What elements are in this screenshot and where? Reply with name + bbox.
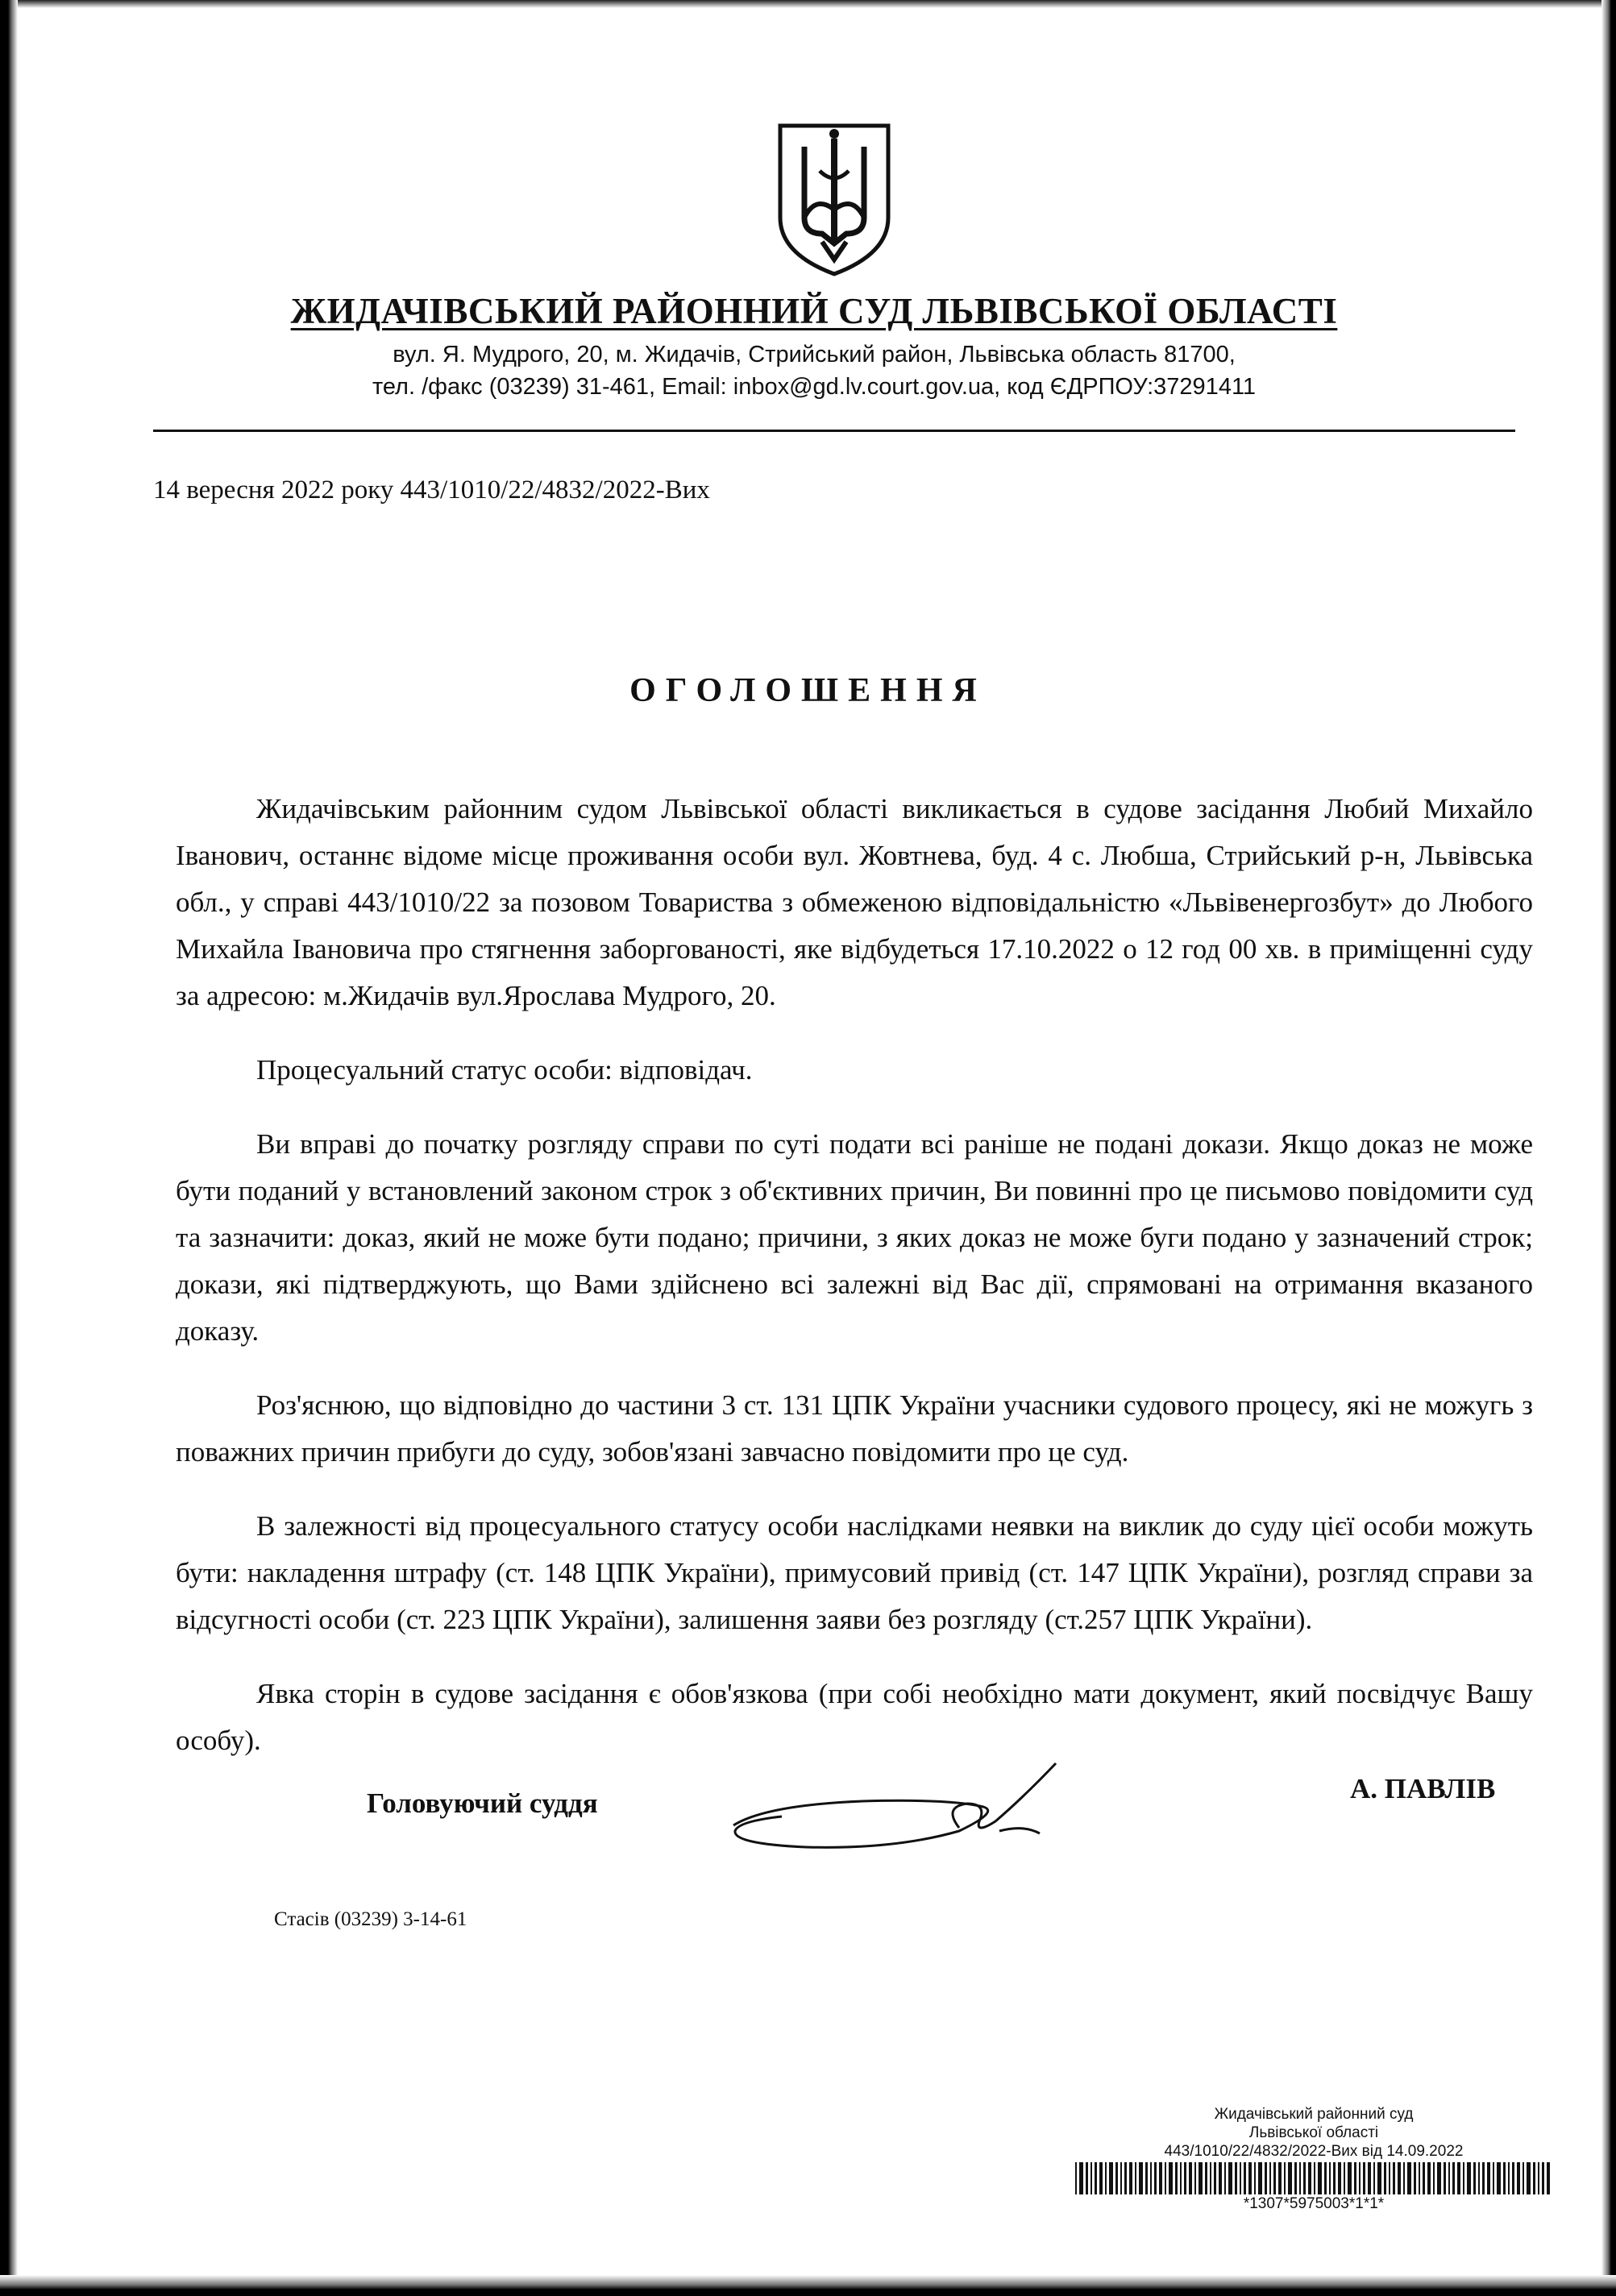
- paragraph-summons: Жидачівським районним судом Львівської області викликається в судове засідання Любий Михайло Іванович, останнє відоме місце проживання особи вул. Жовтнева, буд. 4 с. Любша, Стрийський р-н, Львівська обл., у справі 443/1010/22 за позовом Товариства з обмеженою відповідальністю «Львівенергозбут» до Любого Михайла Івановича про стягнення заборгованості, яке відбудеться 17.10.2022 о 12 год 00 хв. в приміщенні суду за адресою: м.Жидачів вул.Ярослава Мудрого, 20.: [176, 793, 1533, 1011]
- court-address: вул. Я. Мудрого, 20, м. Жидачів, Стрийський район, Львівська область 81700,: [393, 342, 1236, 367]
- barcode-text: *1307*5975003*1*1*: [1243, 2195, 1385, 2212]
- paragraph-status: Процесуальний статус особи: відповідач.: [256, 1054, 753, 1086]
- scan-edge-bottom: [0, 2275, 1616, 2296]
- performer-contact: Стасів (03239) 3-14-61: [274, 1908, 467, 1930]
- header-divider: [153, 430, 1515, 432]
- court-contacts: тел. /факс (03239) 31-461, Email: inbox@gd.lv.court.gov.ua, код ЄДРПОУ:37291411: [372, 374, 1257, 400]
- stamp-reference: 443/1010/22/4832/2022-Вих від 14.09.2022: [1164, 2143, 1464, 2160]
- signature-label: Головуючий суддя: [367, 1787, 598, 1819]
- registration-stamp: [1072, 2105, 1556, 2213]
- scan-edge-right: [1601, 0, 1616, 2296]
- paragraph-notice: Роз'яснюю, що відповідно до частини 3 ст. 131 ЦПК України учасники судового процесу, які не можугь з поважних причин прибуги до суду, зобов'язані завчасно повідомити про це суд.: [176, 1389, 1533, 1468]
- barcode: [1072, 2162, 1556, 2194]
- stamp-region: Львівської області: [1248, 2124, 1379, 2141]
- stamp-court: Жидачівський районний суд: [1214, 2106, 1414, 2123]
- coat-of-arms-icon: [774, 121, 895, 278]
- handwritten-signature: [717, 1757, 1064, 1862]
- document-body: [176, 786, 1533, 1792]
- paragraph-attendance: Явка сторін в судове засідання є обов'язкова (при собі необхідно мати документ, який посвідчує Вашу особу).: [176, 1678, 1533, 1756]
- paragraph-evidence: Ви вправі до початку розгляду справи по суті подати всі раніше не подані докази. Якщо доказ не може бути поданий у встановлений законом строк з об'єктивних причин, Ви повинні про це письмово повідомити суд та зазначити: доказ, який не може бути подано; причини, з яких доказ не може буги подано у зазначений строк; докази, які підтверджують, що Вами здійснено всі залежні від Вас дії, спрямовані на отримання вказаного доказу.: [176, 1128, 1533, 1347]
- judge-name: А. ПАВЛІВ: [1350, 1773, 1496, 1804]
- paragraph-consequences: В залежності від процесуального статусу особи наслідками неявки на виклик до суду цієї особи можуть бути: накладення штрафу (ст. 148 ЦПК України), примусовий привід (ст. 147 ЦПК України), розгляд справи за відсугності особи (ст. 223 ЦПК України), залишення заяви без розгляду (ст.257 ЦПК України).: [176, 1510, 1533, 1635]
- scan-edge-left: [0, 0, 18, 2296]
- document-title: ОГОЛОШЕННЯ: [629, 672, 987, 709]
- scan-edge-top: [0, 0, 1616, 8]
- court-name: ЖИДАЧІВСЬКИЙ РАЙОННИЙ СУД ЛЬВІВСЬКОЇ ОБЛАСТІ: [290, 291, 1338, 331]
- date-reference: 14 вересня 2022 року 443/1010/22/4832/2022-Вих: [153, 475, 710, 504]
